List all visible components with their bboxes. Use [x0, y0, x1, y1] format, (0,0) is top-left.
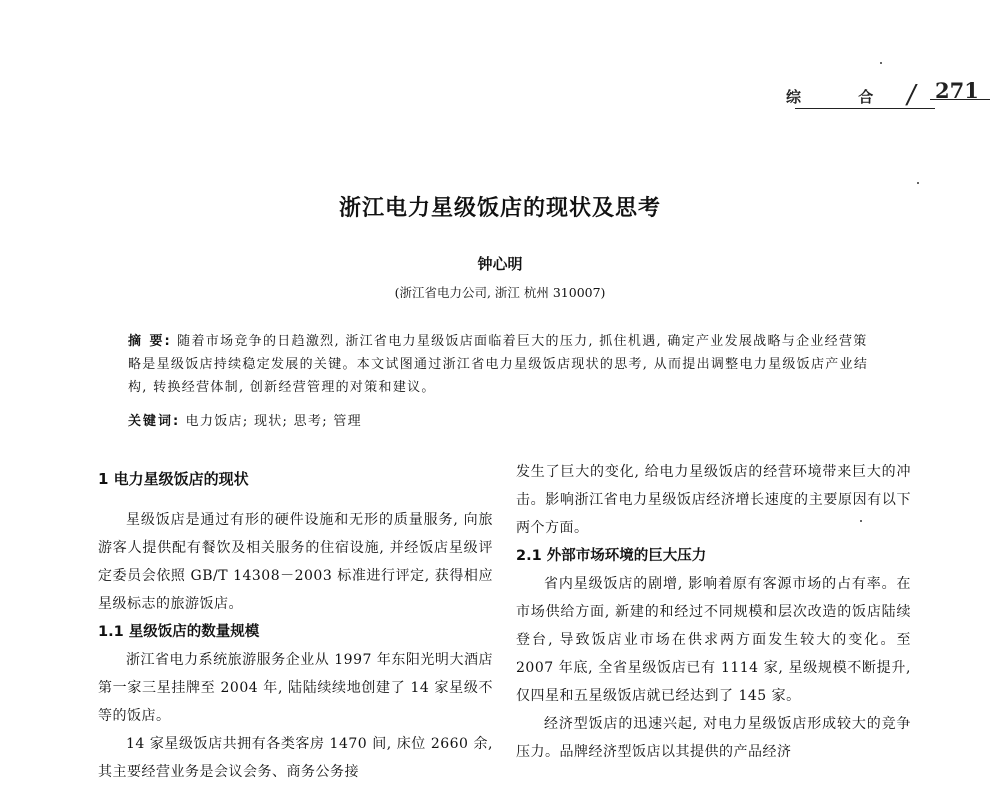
- abstract-label: 摘 要:: [128, 334, 172, 349]
- keywords-label: 关键词:: [128, 414, 181, 429]
- section-heading-2-1: 2.1 外部市场环境的巨大压力: [516, 548, 707, 564]
- paragraph: 经济型饭店的迅速兴起, 对电力星级饭店形成较大的竞争压力。品牌经济型饭店以其提供的产品经济: [516, 716, 911, 760]
- author-name: 钟心明: [477, 255, 523, 273]
- abstract-text: 随着市场竞争的日趋激烈, 浙江省电力星级饭店面临着巨大的压力, 抓住机遇, 确定产业发展战略与企业经营策略是星级饭店持续稳定发展的关键。本文试图通过浙江省电力星级饭店现状的思考, 从而提出调整电力星级饭店产业结构, 转换经营体制, 创新经营管理的对策和建议。: [128, 334, 869, 395]
- header-slash-mark: /: [904, 80, 919, 110]
- scan-speck: [917, 182, 919, 184]
- keywords: [128, 410, 880, 429]
- scan-speck: [880, 62, 882, 64]
- page-number: 271: [935, 78, 979, 103]
- right-column: [516, 458, 911, 766]
- paragraph: 14 家星级饭店共拥有各类客房 1470 间, 床位 2660 余, 其主要经营业务是会议会务、商务公务接: [98, 736, 493, 780]
- article-title: 浙江电力星级饭店的现状及思考: [338, 196, 661, 221]
- paragraph: 浙江省电力系统旅游服务企业从 1997 年东阳光明大酒店第一家三星挂牌至 2004 年, 陆陆续续地创建了 14 家星级不等的饭店。: [98, 652, 493, 724]
- paragraph: 星级饭店是通过有形的硬件设施和无形的质量服务, 向旅游客人提供配有餐饮及相关服务的住宿设施, 并经饭店星级评定委员会依照 GB/T 14308－2003 标准进行评定, 获得相应星级标志的旅游饭店。: [98, 512, 493, 612]
- left-column: [98, 458, 493, 786]
- paragraph: 省内星级饭店的剧增, 影响着原有客源市场的占有率。在市场供给方面, 新建的和经过不同规模和层次改造的饭店陆续登台, 导致饭店业市场在供求两方面发生较大的变化。至 2007 年底, 全省星级饭店已有 1114 家, 星级规模不断提升, 仅四星和五星级饭店就已经达到了 145 家。: [516, 576, 911, 704]
- scan-speck: [860, 520, 862, 522]
- section-heading-1: 1 电力星级饭店的现状: [98, 470, 249, 488]
- section-label: 综 合: [786, 88, 900, 106]
- abstract: [128, 330, 880, 399]
- paragraph: 发生了巨大的变化, 给电力星级饭店的经营环境带来巨大的冲击。影响浙江省电力星级饭店经济增长速度的主要原因有以下两个方面。: [516, 464, 911, 536]
- keywords-text: 电力饭店; 现状; 思考; 管理: [185, 414, 362, 429]
- header-rule: [795, 108, 935, 109]
- section-heading-1-1: 1.1 星级饭店的数量规模: [98, 624, 260, 640]
- author-affiliation: (浙江省电力公司, 浙江 杭州 310007): [394, 285, 606, 300]
